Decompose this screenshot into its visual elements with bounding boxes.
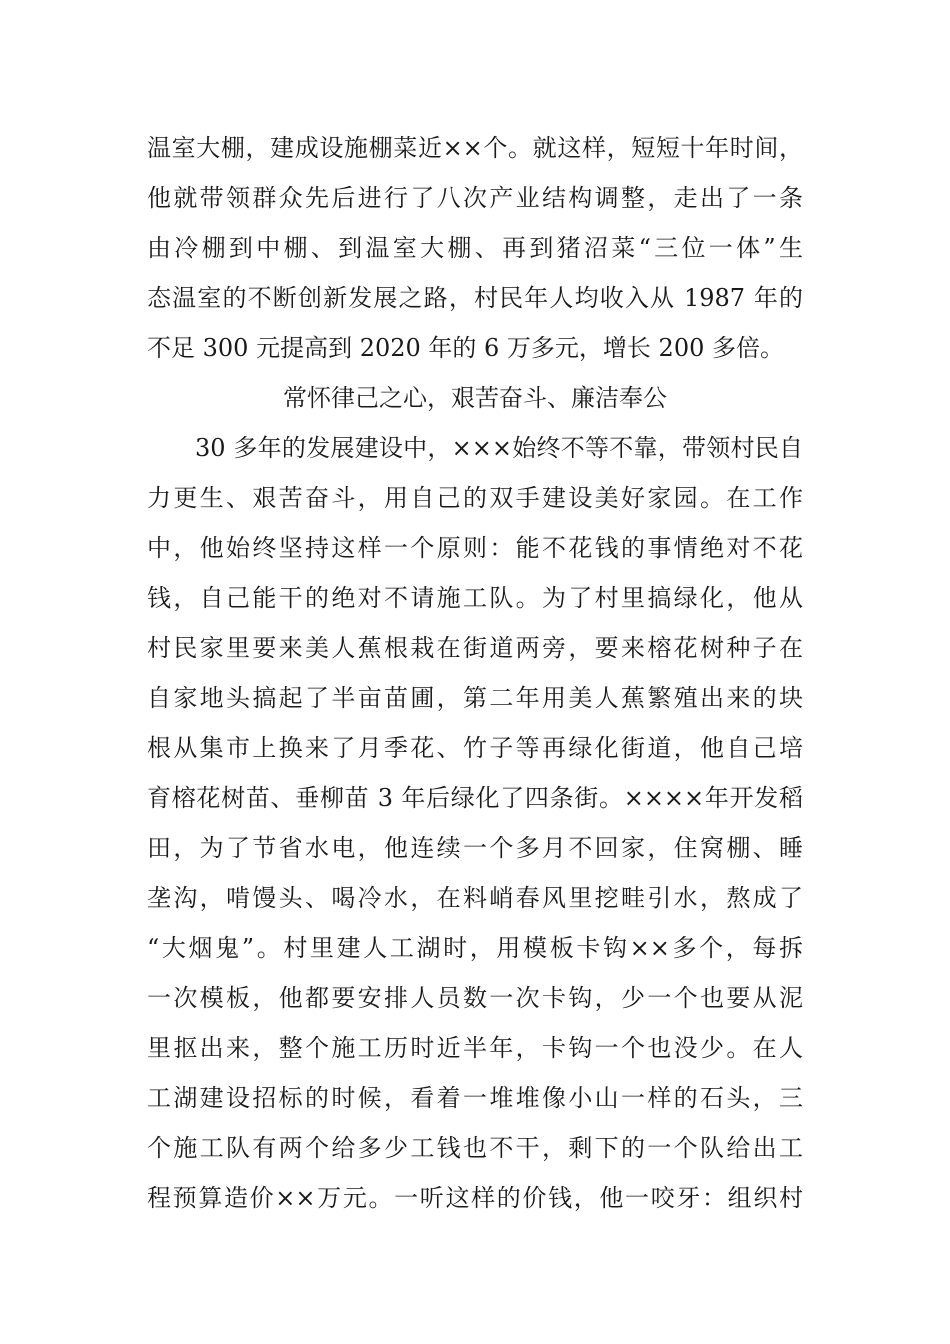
paragraph-line: 垄沟，啃馒头、喝冷水，在料峭春风里挖畦引水，熬成了 [147, 884, 803, 912]
paragraph-line: 他就带领群众先后进行了八次产业结构调整，走出了一条 [147, 184, 803, 212]
paragraph-line: 个施工队有两个给多少工钱也不干，剩下的一个队给出工 [147, 1134, 803, 1162]
paragraph-line: 根从集市上换来了月季花、竹子等再绿化街道，他自己培 [147, 734, 803, 762]
paragraph-line: 力更生、艰苦奋斗，用自己的双手建设美好家园。在工作 [147, 484, 803, 512]
paragraph-line: 30 多年的发展建设中，×××始终不等不靠，带领村民自 [195, 434, 803, 462]
paragraph-line: 育榕花树苗、垂柳苗 3 年后绿化了四条街。××××年开发稻 [147, 784, 803, 812]
paragraph-line: 程预算造价××万元。一听这样的价钱，他一咬牙：组织村 [147, 1184, 803, 1212]
paragraph-line: 村民家里要来美人蕉根栽在街道两旁，要来榕花树种子在 [147, 634, 803, 662]
paragraph-line: 不足 300 元提高到 2020 年的 6 万多元，增长 200 多倍。 [147, 334, 784, 362]
paragraph-line: “大烟鬼”。村里建人工湖时，用模板卡钩××多个，每拆 [147, 934, 803, 962]
paragraph-line: 温室大棚，建成设施棚菜近××个。就这样，短短十年时间， [147, 134, 803, 162]
paragraph-line: 中，他始终坚持这样一个原则：能不花钱的事情绝对不花 [147, 534, 803, 562]
paragraph-line: 一次模板，他都要安排人员数一次卡钩，少一个也要从泥 [147, 984, 803, 1012]
section-heading: 常怀律己之心，艰苦奋斗、廉洁奉公 [283, 384, 667, 412]
paragraph-line: 钱，自己能干的绝对不请施工队。为了村里搞绿化，他从 [147, 584, 803, 612]
paragraph-line: 里抠出来，整个施工历时近半年，卡钩一个也没少。在人 [147, 1034, 803, 1062]
paragraph-line: 田，为了节省水电，他连续一个多月不回家，住窝棚、睡 [147, 834, 803, 862]
paragraph-line: 由冷棚到中棚、到温室大棚、再到猪沼菜“三位一体”生 [147, 234, 803, 262]
paragraph-line: 工湖建设招标的时候，看着一堆堆像小山一样的石头，三 [147, 1084, 803, 1112]
paragraph-line: 自家地头搞起了半亩苗圃，第二年用美人蕉繁殖出来的块 [147, 684, 803, 712]
paragraph-line: 态温室的不断创新发展之路，村民年人均收入从 1987 年的 [147, 284, 803, 312]
